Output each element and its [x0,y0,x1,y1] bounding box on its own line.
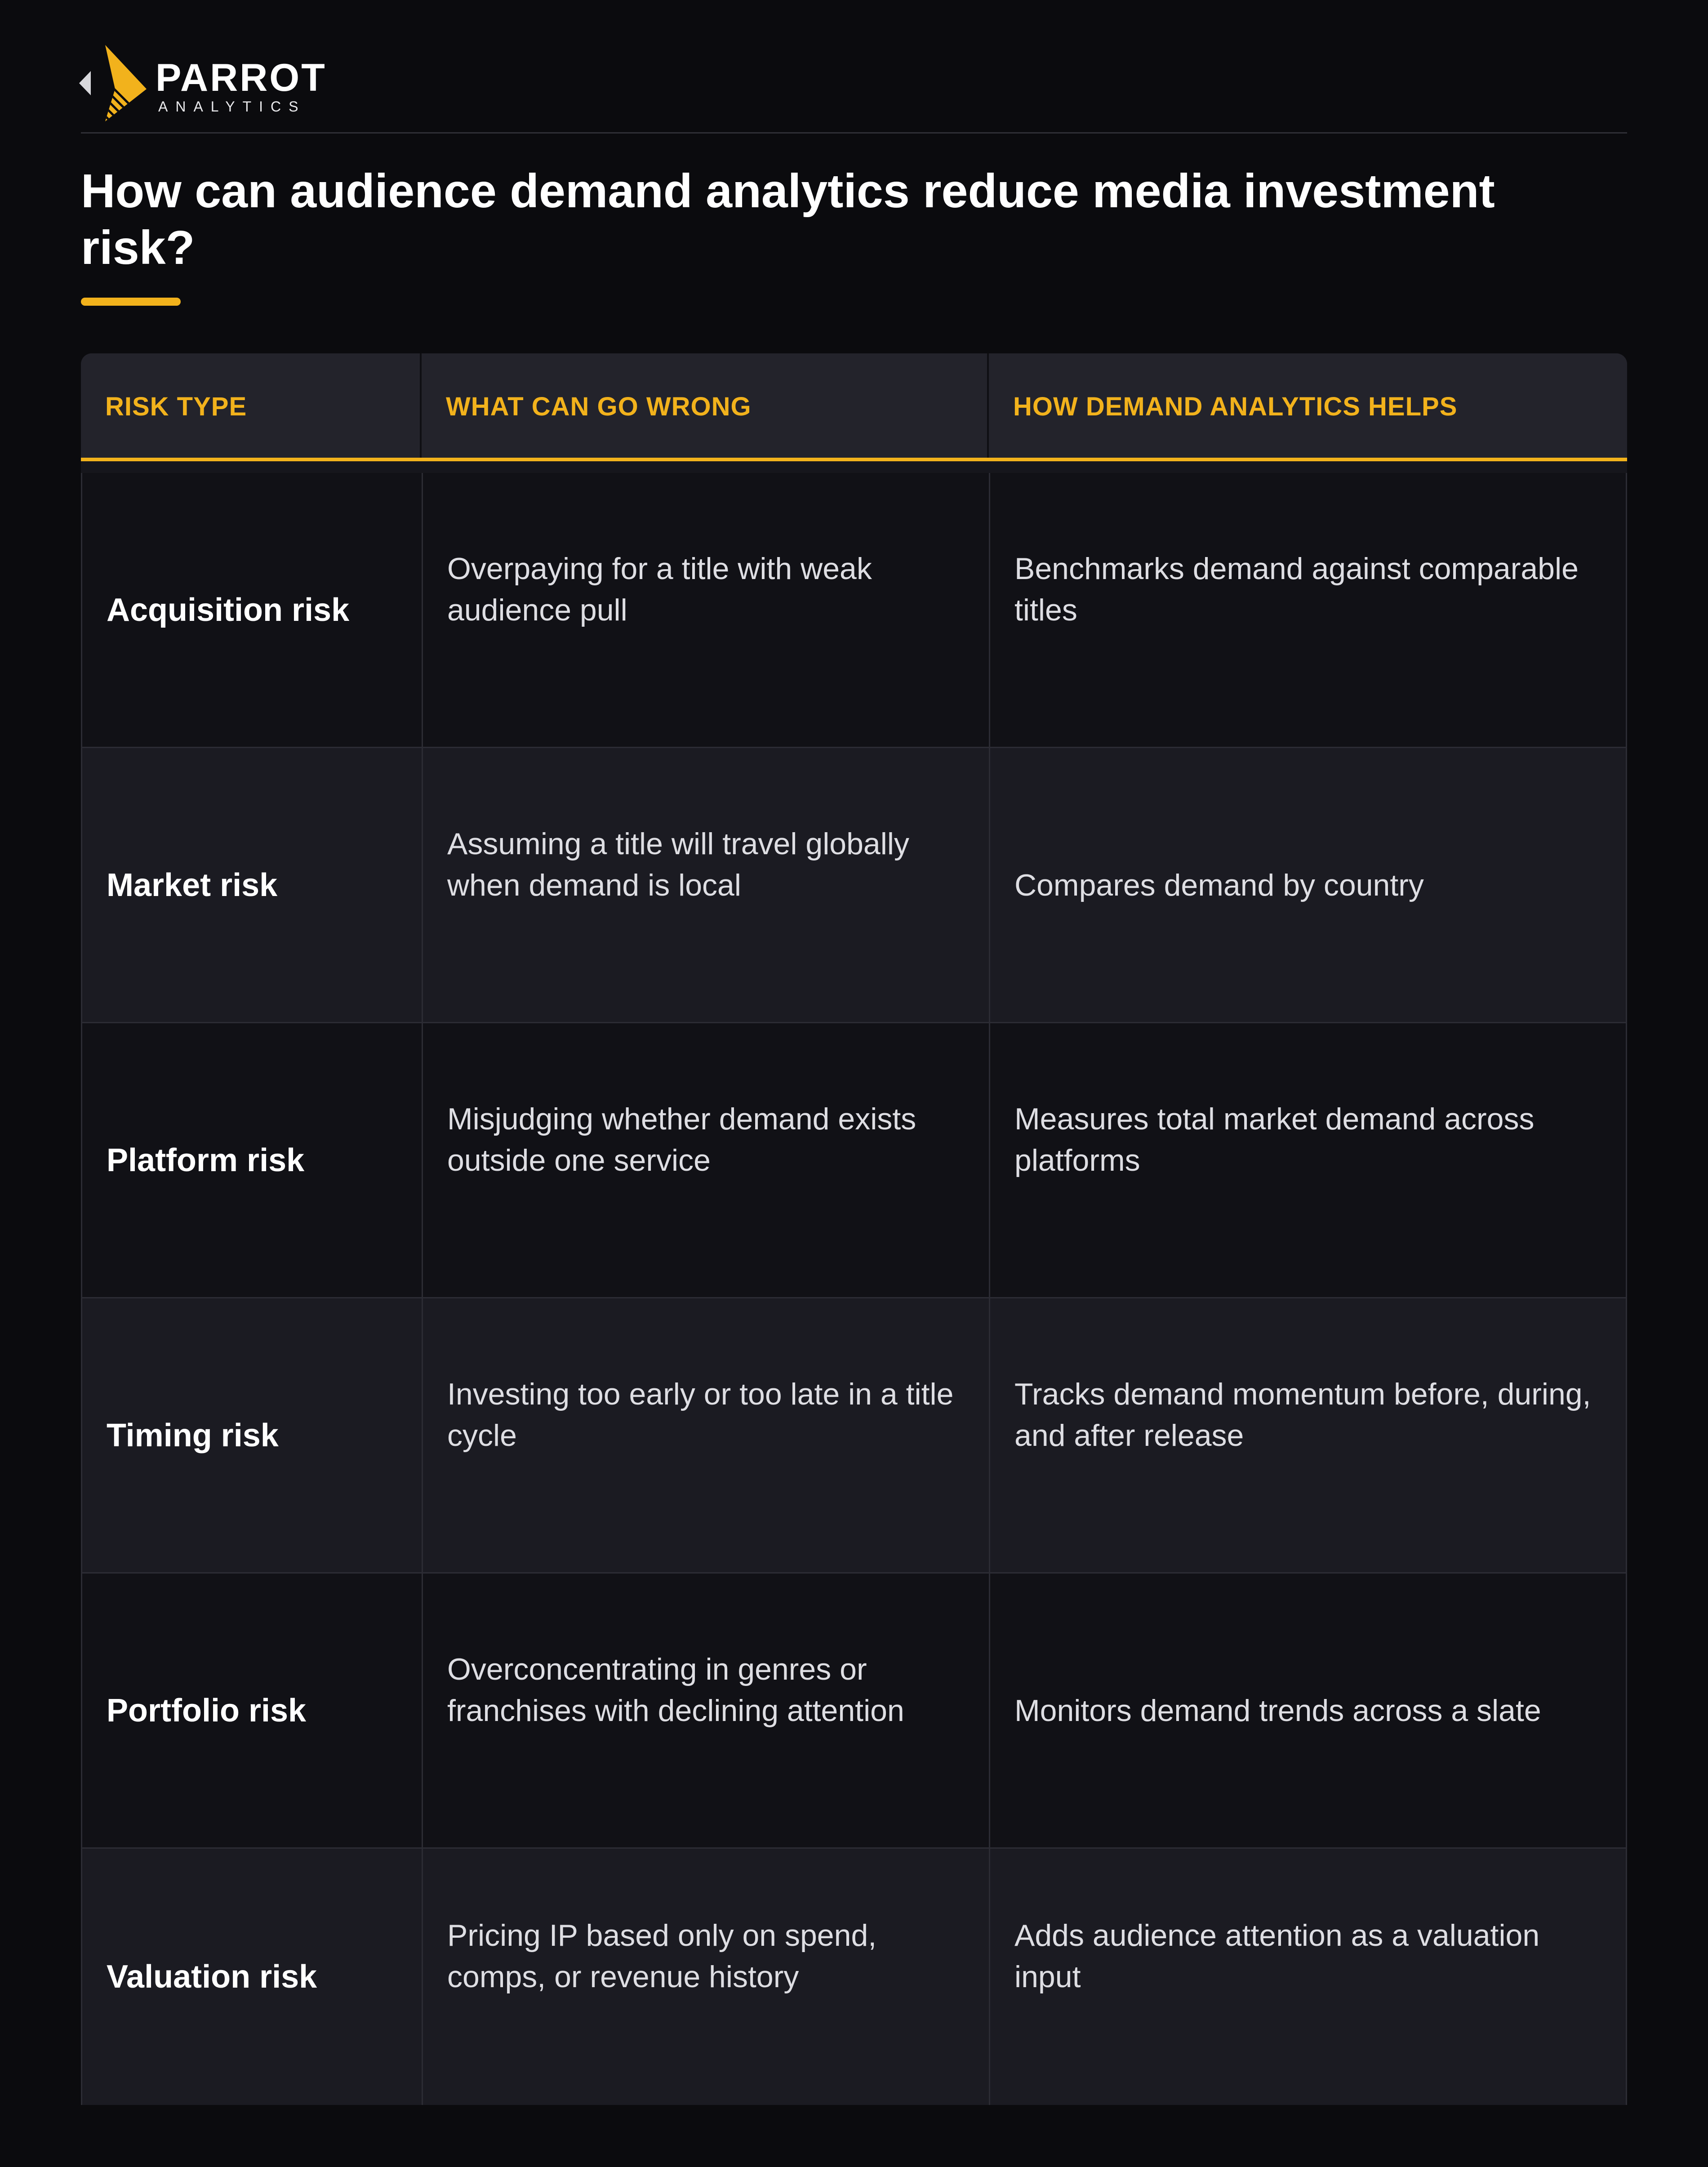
how-it-helps-text: Compares demand by country [1014,868,1424,902]
table-row [81,1298,1627,1574]
cell-risk-type [81,1023,422,1298]
risk-type-label: Acquisition risk [107,592,350,628]
what-can-go-wrong-text: Overpaying for a title with weak audience pull [447,551,872,627]
column-header-what-can-go-wrong: WHAT CAN GO WRONG [446,392,752,421]
page-title: How can audience demand analytics reduce media investment risk? [81,165,1495,274]
cell-how-it-helps [989,748,1627,1023]
how-it-helps-text: Monitors demand trends across a slate [1014,1693,1541,1728]
risk-table [81,353,1627,2105]
table-row [81,1023,1627,1298]
cell-how-it-helps [989,1574,1627,1849]
header-divider [81,132,1627,134]
table-row [81,473,1627,748]
column-header-risk-type: RISK TYPE [105,392,247,421]
cell-what-can-go-wrong [422,748,989,1023]
what-can-go-wrong-text: Assuming a title will travel globally when demand is local [447,826,909,902]
parrot-logo-icon [79,45,147,121]
header-spacer [81,461,1627,473]
how-it-helps-text: Adds audience attention as a valuation input [1014,1918,1540,1994]
risk-type-label: Portfolio risk [107,1692,307,1729]
table-row [81,1849,1627,2105]
how-it-helps-text: Measures total market demand across platforms [1014,1101,1535,1177]
cell-what-can-go-wrong [422,1574,989,1849]
what-can-go-wrong-text: Misjudging whether demand exists outside one service [447,1101,916,1177]
brand-tagline: ANALYTICS [158,98,306,115]
column-header-how-demand-analytics-helps: HOW DEMAND ANALYTICS HELPS [1013,392,1458,421]
brand-name: PARROT [156,56,327,99]
cell-risk-type [81,1849,422,2105]
cell-risk-type [81,1574,422,1849]
risk-type-label: Platform risk [107,1142,305,1178]
what-can-go-wrong-text: Pricing IP based only on spend, comps, or revenue history [447,1918,877,1994]
cell-what-can-go-wrong [422,473,989,748]
cell-how-it-helps [989,1023,1627,1298]
cell-how-it-helps [989,473,1627,748]
risk-type-label: Valuation risk [107,1959,317,1995]
cell-risk-type [81,473,422,748]
cell-how-it-helps [989,1849,1627,2105]
header-underline [81,458,1627,461]
table-header [81,353,1627,459]
risk-type-label: Market risk [107,867,278,903]
table-row [81,1574,1627,1849]
cell-what-can-go-wrong [422,1298,989,1574]
cell-how-it-helps [989,1298,1627,1574]
risk-type-label: Timing risk [107,1417,279,1454]
what-can-go-wrong-text: Overconcentrating in genres or franchises with declining attention [447,1652,904,1728]
how-it-helps-text: Tracks demand momentum before, during, and after release [1014,1377,1591,1453]
cell-risk-type [81,1298,422,1574]
table-body [81,473,1627,2105]
what-can-go-wrong-text: Investing too early or too late in a title cycle [447,1377,954,1453]
cell-what-can-go-wrong [422,1023,989,1298]
cell-what-can-go-wrong [422,1849,989,2105]
table-row [81,748,1627,1023]
brand-logo[interactable] [79,45,327,121]
title-accent-bar [81,298,181,306]
cell-risk-type [81,748,422,1023]
how-it-helps-text: Benchmarks demand against comparable titles [1014,551,1579,627]
